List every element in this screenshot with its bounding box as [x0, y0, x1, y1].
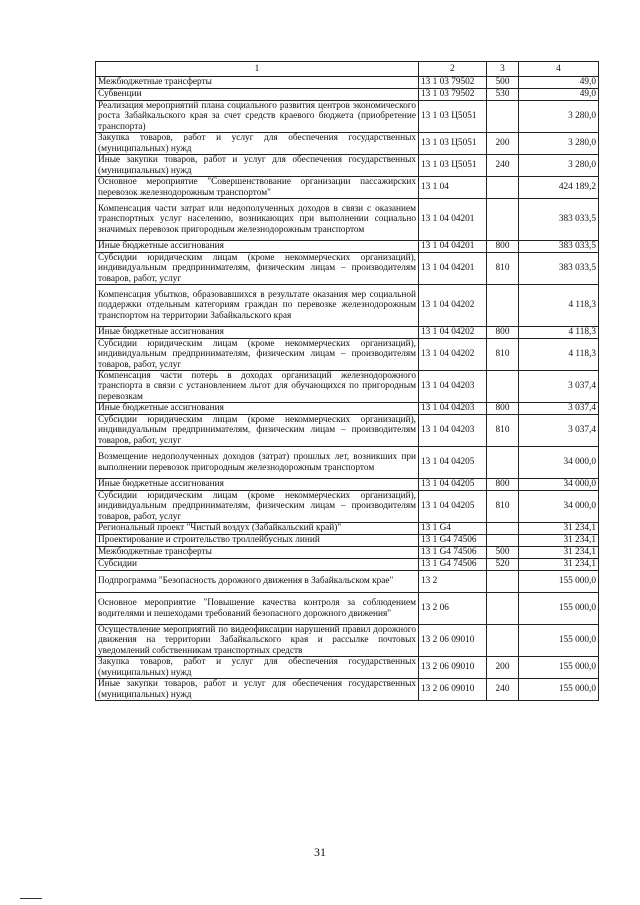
- cell-vr: [487, 101, 519, 133]
- cell-vr: 810: [487, 491, 519, 523]
- cell-code: 13 1 G4: [419, 523, 487, 535]
- cell-code: 13 1 03 79502: [419, 77, 487, 89]
- cell-name: Закупка товаров, работ и услуг для обеспечения государственных (муниципальных) нужд: [96, 133, 419, 155]
- table-body: [96, 77, 599, 701]
- cell-name: Компенсация убытков, образовавшихся в результате оказания мер социальной поддержки отдельным категориям граждан по перевозке железнодорожным транспортом на территории Забайкальского края: [96, 285, 419, 327]
- cell-vr: 530: [487, 89, 519, 101]
- cell-code: 13 1 04 04202: [419, 327, 487, 339]
- cell-code: 13 1 04 04203: [419, 371, 487, 403]
- cell-vr: 800: [487, 327, 519, 339]
- cell-name: Осуществление мероприятий по видеофиксации нарушений правил дорожного движения на территории Забайкальского края и рассылке почтовых уведомлений собственникам транспортных средств: [96, 625, 419, 657]
- cell-code: 13 1 03 79502: [419, 89, 487, 101]
- cell-vr: 200: [487, 657, 519, 679]
- cell-vr: 800: [487, 403, 519, 415]
- cell-name: Межбюджетные трансферты: [96, 77, 419, 89]
- cell-name: Субсидии юридическим лицам (кроме некоммерческих организаций), индивидуальным предпринимателям, физическим лицам – производителям товаров, работ, услуг: [96, 491, 419, 523]
- cell-vr: 240: [487, 679, 519, 701]
- table-row: [96, 101, 599, 133]
- cell-amount: 3 280,0: [519, 133, 599, 155]
- cell-code: 13 1 G4 74506: [419, 535, 487, 547]
- cell-vr: 810: [487, 415, 519, 447]
- cell-code: 13 1 04 04201: [419, 199, 487, 241]
- cell-code: 13 2 06 09010: [419, 657, 487, 679]
- table-header-row: [96, 62, 599, 77]
- cell-code: 13 1 04 04202: [419, 285, 487, 327]
- page-number: 31: [314, 845, 326, 859]
- cell-code: 13 1 04 04201: [419, 253, 487, 285]
- table-row: [96, 491, 599, 523]
- cell-vr: 240: [487, 155, 519, 177]
- cell-name: Подпрограмма "Безопасность дорожного движения в Забайкальском крае": [96, 571, 419, 593]
- cell-vr: 800: [487, 479, 519, 491]
- cell-amount: 155 000,0: [519, 657, 599, 679]
- cell-name: Иные бюджетные ассигнования: [96, 479, 419, 491]
- cell-name: Проектирование и строительство троллейбусных линий: [96, 535, 419, 547]
- table-row: [96, 547, 599, 559]
- cell-vr: [487, 523, 519, 535]
- cell-code: 13 1 04 04201: [419, 241, 487, 253]
- cell-vr: 520: [487, 559, 519, 571]
- cell-amount: 3 037,4: [519, 403, 599, 415]
- cell-amount: 31 234,1: [519, 535, 599, 547]
- cell-amount: 4 118,3: [519, 327, 599, 339]
- budget-table: [95, 61, 599, 701]
- table-row: [96, 241, 599, 253]
- cell-code: 13 2 06 09010: [419, 679, 487, 701]
- table-row: [96, 625, 599, 657]
- cell-amount: 424 189,2: [519, 177, 599, 199]
- cell-name: Иные бюджетные ассигнования: [96, 403, 419, 415]
- cell-code: 13 1 04 04202: [419, 339, 487, 371]
- cell-code: 13 1 G4 74506: [419, 559, 487, 571]
- cell-code: 13 1 04 04203: [419, 415, 487, 447]
- cell-name: Межбюджетные трансферты: [96, 547, 419, 559]
- cell-amount: 49,0: [519, 77, 599, 89]
- cell-name: Региональный проект "Чистый воздух (Забайкальский край)": [96, 523, 419, 535]
- cell-vr: 500: [487, 547, 519, 559]
- cell-code: 13 2 06: [419, 593, 487, 625]
- cell-vr: [487, 447, 519, 479]
- table-row: [96, 327, 599, 339]
- cell-name: Компенсация части потерь в доходах организаций железнодорожного транспорта в связи с установлением льгот для обучающихся по пригородным перевозкам: [96, 371, 419, 403]
- cell-code: 13 1 03 Ц5051: [419, 155, 487, 177]
- table-row: [96, 285, 599, 327]
- cell-vr: [487, 177, 519, 199]
- cell-vr: [487, 593, 519, 625]
- table-row: [96, 571, 599, 593]
- cell-name: Возмещение недополученных доходов (затрат) прошлых лет, возникших при выполнении перевозок пригородным железнодорожным транспортом: [96, 447, 419, 479]
- table-row: [96, 535, 599, 547]
- cell-amount: 4 118,3: [519, 285, 599, 327]
- cell-amount: 34 000,0: [519, 479, 599, 491]
- cell-name: Иные бюджетные ассигнования: [96, 241, 419, 253]
- cell-vr: 810: [487, 339, 519, 371]
- cell-amount: 3 280,0: [519, 101, 599, 133]
- cell-amount: 383 033,5: [519, 241, 599, 253]
- cell-code: 13 2: [419, 571, 487, 593]
- cell-name: Иные закупки товаров, работ и услуг для обеспечения государственных (муниципальных) нужд: [96, 155, 419, 177]
- cell-name: Субсидии юридическим лицам (кроме некоммерческих организаций), индивидуальным предпринимателям, физическим лицам – производителям товаров, работ, услуг: [96, 415, 419, 447]
- cell-name: Субсидии юридическим лицам (кроме некоммерческих организаций), индивидуальным предпринимателям, физическим лицам – производителям товаров, работ, услуг: [96, 253, 419, 285]
- header-vr: 3: [487, 62, 519, 77]
- cell-name: Субвенции: [96, 89, 419, 101]
- table-row: [96, 177, 599, 199]
- cell-vr: 810: [487, 253, 519, 285]
- table-row: [96, 133, 599, 155]
- cell-name: Иные бюджетные ассигнования: [96, 327, 419, 339]
- cell-amount: 4 118,3: [519, 339, 599, 371]
- table-row: [96, 339, 599, 371]
- cell-code: 13 1 03 Ц5051: [419, 133, 487, 155]
- cell-amount: 34 000,0: [519, 491, 599, 523]
- table-row: [96, 77, 599, 89]
- cell-code: 13 1 04 04205: [419, 491, 487, 523]
- cell-name: Компенсация части затрат или недополученных доходов в связи с оказанием транспортных услуг населению, возникающих при выполнении социально значимых перевозок пригородным железнодорожным транспортом: [96, 199, 419, 241]
- cell-vr: [487, 371, 519, 403]
- cell-vr: [487, 199, 519, 241]
- cell-amount: 49,0: [519, 89, 599, 101]
- cell-amount: 3 280,0: [519, 155, 599, 177]
- cell-code: 13 1 04: [419, 177, 487, 199]
- table-row: [96, 593, 599, 625]
- table-row: [96, 155, 599, 177]
- cell-name: Реализация мероприятий плана социального развития центров экономического роста Забайкальского края за счет средств краевого бюджета (приобретение транспорта): [96, 101, 419, 133]
- cell-vr: 500: [487, 77, 519, 89]
- cell-amount: 31 234,1: [519, 523, 599, 535]
- cell-amount: 31 234,1: [519, 547, 599, 559]
- cell-vr: [487, 571, 519, 593]
- cell-amount: 155 000,0: [519, 571, 599, 593]
- cell-name: Субсидии юридическим лицам (кроме некоммерческих организаций), индивидуальным предпринимателям, физическим лицам – производителям товаров, работ, услуг: [96, 339, 419, 371]
- header-name: 1: [96, 62, 419, 77]
- cell-code: 13 2 06 09010: [419, 625, 487, 657]
- table-row: [96, 447, 599, 479]
- header-code: 2: [419, 62, 487, 77]
- table-row: [96, 657, 599, 679]
- cell-amount: 3 037,4: [519, 415, 599, 447]
- cell-vr: 200: [487, 133, 519, 155]
- cell-code: 13 1 03 Ц5051: [419, 101, 487, 133]
- cell-code: 13 1 G4 74506: [419, 547, 487, 559]
- cell-code: 13 1 04 04203: [419, 403, 487, 415]
- cell-code: 13 1 04 04205: [419, 447, 487, 479]
- table-row: [96, 199, 599, 241]
- cell-vr: [487, 625, 519, 657]
- cell-name: Иные закупки товаров, работ и услуг для обеспечения государственных (муниципальных) нужд: [96, 679, 419, 701]
- table-row: [96, 523, 599, 535]
- cell-vr: [487, 285, 519, 327]
- table-row: [96, 415, 599, 447]
- table-row: [96, 679, 599, 701]
- cell-amount: 155 000,0: [519, 593, 599, 625]
- cell-amount: 3 037,4: [519, 371, 599, 403]
- table-row: [96, 371, 599, 403]
- cell-vr: [487, 535, 519, 547]
- cell-amount: 383 033,5: [519, 199, 599, 241]
- cell-name: Основное мероприятие "Совершенствование организации пассажирских перевозок железнодорожным транспортом": [96, 177, 419, 199]
- table-row: [96, 559, 599, 571]
- cell-amount: 34 000,0: [519, 447, 599, 479]
- header-amount: 4: [519, 62, 599, 77]
- cell-name: Основное мероприятие "Повышение качества контроля за соблюдением водителями и пешеходами требований безопасного дорожного движения": [96, 593, 419, 625]
- table-row: [96, 403, 599, 415]
- cell-name: Субсидии: [96, 559, 419, 571]
- cell-amount: 383 033,5: [519, 253, 599, 285]
- table-row: [96, 253, 599, 285]
- table-row: [96, 479, 599, 491]
- cell-amount: 155 000,0: [519, 625, 599, 657]
- cell-code: 13 1 04 04205: [419, 479, 487, 491]
- margin-mark: [20, 898, 42, 899]
- cell-amount: 155 000,0: [519, 679, 599, 701]
- cell-vr: 800: [487, 241, 519, 253]
- table-row: [96, 89, 599, 101]
- cell-name: Закупка товаров, работ и услуг для обеспечения государственных (муниципальных) нужд: [96, 657, 419, 679]
- cell-amount: 31 234,1: [519, 559, 599, 571]
